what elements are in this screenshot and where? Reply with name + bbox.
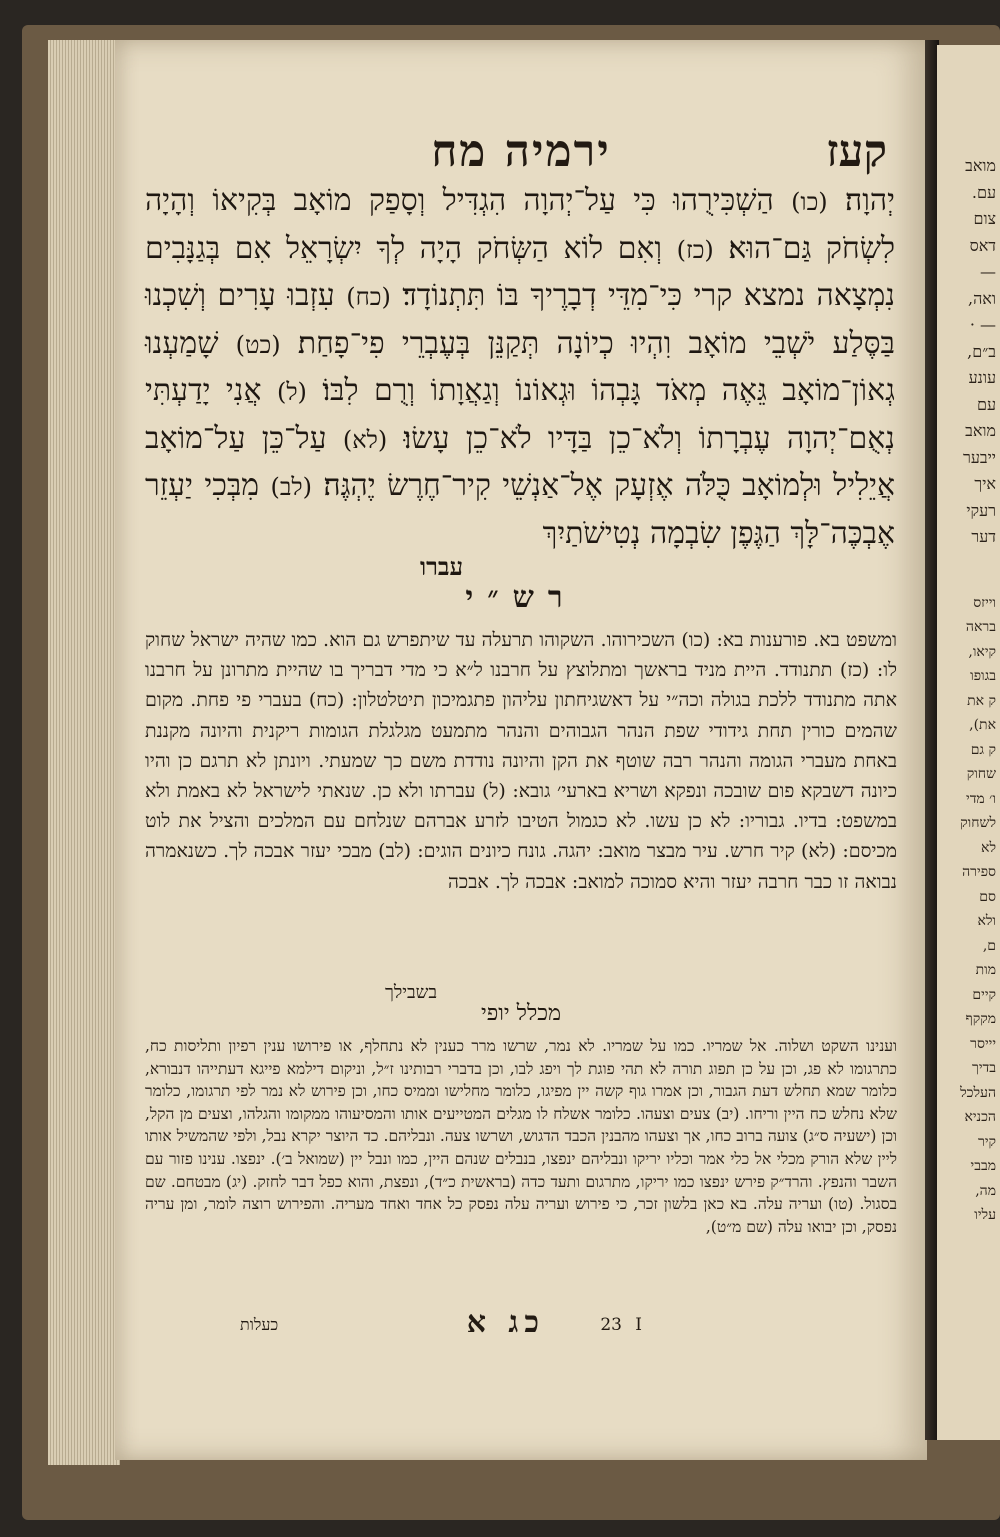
next-page-line: ו׳ מדי [966,790,996,807]
verse-text: עִזְבוּ עָרִים וְשִׁכְנוּ בַּסֶּלַע יֹשְׁבֵי מוֹאָב וִהְיוּ כְיוֹנָה תְּקַנֵּן בְּעֶבְרֵי פִי־פָחַת׃ [145,278,896,361]
verse-text: עַל־כֵּן עַל־מוֹאָב אֲיֵלִיל וּלְמוֹאָב כֻּלֹּה אֶזְעָק אֶל־אַנְשֵׁי קִיר־חֶרֶשׂ יֶהְגֶּה׃ [145,420,895,503]
mikhlal-yofi-heading: מכלל יופי [480,1001,562,1026]
next-page-line: בגופו [970,668,996,684]
next-page-line: ם, [982,937,996,954]
next-page-line: יייסר [970,1035,996,1052]
next-page-line: הכניא [964,1109,996,1125]
next-page-line: רעקי [966,500,996,520]
footer-catchword: כעלות [240,1315,279,1334]
verse-number: (כט) [235,330,281,359]
running-title: ירמיה מח [431,126,611,177]
signature-mark: כג א [466,1305,545,1340]
verse-number: (ל) [276,378,307,406]
next-page-line: שחוק [966,766,996,782]
scripture-catchword: עברו [420,552,464,581]
next-page-line: מבבי [970,1158,996,1174]
next-page-edge [937,45,1000,1440]
next-page-line: ייבער [962,447,996,467]
verse-text: יְהוָה׃ [827,183,896,218]
next-page-line: קיר [977,1133,996,1150]
verse-text: אֲנִי יָדַעְתִּי נְאֻם־יְהוָה עֶבְרָתוֹ וְלֹא־כֵן בַּדָּיו לֹא־כֵן עָשׂוּ׃ [145,373,895,456]
next-page-line: בדיך [971,1060,996,1076]
next-page-line: עליו [974,1207,996,1223]
page-header [115,126,927,186]
next-page-line: מואב [965,421,996,440]
next-page-line: העלכל [960,1084,996,1101]
page-footer [115,1305,927,1345]
next-page-line: ספירה [962,864,996,880]
next-page-line: קיים [972,986,996,1003]
next-page-line: מואב [965,156,996,175]
next-page-column-a [937,45,1000,551]
verse-number: (לא) [342,425,388,454]
verse-text: שָׁמַעְנוּ גְאוֹן־מוֹאָב גֵּאֶה מְאֹד גָּבְהוֹ וּגְאוֹנוֹ וְגַאֲוָתוֹ וְרֻם לִבּוֹ׃ [145,325,895,408]
scripture-text [145,178,895,556]
next-page-line: את), [969,717,996,733]
next-page-line: דאס [969,235,996,255]
next-page-line: עונע [968,368,996,387]
rashi-commentary: ומשפט בא. פורענות בא: (כו) השכירוהו. השקוהו תרעלה עד שיתפרש גם הוא. כמו שהיה ישראל שחוק לו: (כז) תתנודד. היית מניד בראשך ומתלוצץ על חרבנו ל״א כי מדי דבריך בו שהיית מתרונן על חרבנו אתה מתנודד ללכת בגולה וכה״י על דאשגיחתון עליהון פתגמיכון תיטלטלון: (כח) בעברי פי פחת. מקום שהמים כורין תחת גידודי שפת הנהר הגבוהים והנהר מתמעט מגלגלת הגומות ריקנית והיונה מקננת באחת מעברי הגומה והנהר רבה שוטף את הקן והיונה נודדת משם כך שמעתי. ויונתן לא תרגם כן והיו כיונה דשבקא פום שובכה ונפקא ושריא בארעי׳ גובא: (ל) עברתו ולא כן. שנאתי לישראל לא באמת ולא במשפט: בדיו. גבוריו: לא כן עשו. לא כגמול הטיבו לזרע אברהם שנלחם עם המלכים והציל את לוט מכיסם: (לא) קיר חרש. עיר מבצר מואב: יהגה. גונח כיונים הוגים: (לב) מבכי יעזר אבכה לך. כשנאמרה נבואה זו כבר חרבה יעזר והיא סמוכה למואב: אבכה לך. אבכה [145,629,897,893]
next-page-line: קיאו, [968,643,996,660]
next-page-line: עם [976,394,996,414]
next-page-line: ואה, [968,288,996,308]
verse-number: (כו) [791,188,828,216]
verse-number: (כז) [676,235,714,264]
next-page-line: מות [975,962,996,978]
next-page-line: מקקף [965,1011,996,1027]
next-page-line: ק את [967,692,996,709]
verse-text: הַשְׁכִּירֻהוּ כִּי עַל־יְהוָה הִגְדִּיל וְסָפַק מוֹאָב בְּקִיאוֹ וְהָיָה לִשְׂחֹק גַּם־הוּא׃ [145,183,895,266]
next-page-line: לשחוק [960,815,996,831]
next-page-line: — · [969,315,996,334]
next-page-line: צום [973,209,996,228]
next-page-line: ק גם [970,741,996,758]
page-edges [48,40,120,1465]
next-page-line: סם [979,888,996,905]
next-page-line: איך [974,474,996,493]
mikhlal-yofi-commentary: וענינו השקט ושלוה. אל שמריו. כמו על שמריו. לא נמר, שרשו מרר כענין לא נתחלף, או פירושו ענין רפיון ותליסות כח, כתרגומו לא פג, וכן על כן תפוג תורה לא תהי פוגת לך ויפג לבו, וכן בדברי רבותינו ז״ל, וניקום דילמא פייגא דעתייהו דנבורא, כלומר שמא תחלש דעת הגבור, וכן אמרו גוף קשה יין מפיגו, כלומר מחלישו וממיס כחו, וכן פירוש לא נמר לפי תרגומו, כלומר שלא נחלש כח היין וריחו. (יב) צעים וצעהו. כלומר אשלח לו מגלים המטייעים אותו והמסיעוהו ממקומו והגלהו, וצעים מן הקל, וכן (ישעיה ס״ג) צועה ברוב כחו, אך וצעהו מהבנין הכבד הדגוש, ושרשו צעה. ונבליהם. כד היוצר יקרא נבל, ולפי שהמשיל אותו ליין שלא הורק מכלי אל כלי אמר וכליו יריקו ונבליהם ינפצו, בנבלים שנהם היין, כמו ונבל יין (שמואל ב׳). ינפצו. ענינו פזור עם השבר והנפץ. והרד״ק פירש ינפצו כמו יריקו, מתרגום ותעד כדה (בראשית כ״ד), ונפצת, והוא כפל דבר לחזק. (יג) מבטחם. שם בסגול. (טו) ועריה עלה. בא כאן בלשון זכר, כי פירוש ועריה עלה נפסק כל אחד ואחד מעריה. והפירוש רוצה לומר, ומן עריה נפסק, וכן יבואו עלה (שם מ״ט), [145,1037,897,1236]
rashi-heading: רש״י [465,580,577,615]
next-page-line: מה, [975,1182,996,1199]
next-page-line: ב״ם, [967,341,996,361]
signature-number: 23 [600,1315,622,1335]
verse-text: וְאִם לוֹא הַשְּׂחֹק הָיָה לְךָ יִשְׂרָאֵל אִם בְּגַנָּבִים נִמְצָאה נמצא קרי כִּי־מִדֵּי דְבָרֶיךָ בּוֹ תִּתְנוֹדָד׃ [145,230,895,313]
folio-number: קעז [826,126,887,177]
signature-roman: I [635,1315,642,1335]
verse-text: מִבְּכִי יַעְזֵר אֶבְכֶּה־לָּךְ הַגֶּפֶן שִׂבְמָה נְטִישֹׁתַיִךְ [145,468,895,551]
next-page-line: עם. [971,182,996,202]
left-page [115,40,927,1460]
rashi-catchword: בשבילך [385,982,438,1003]
next-page-line: בראה [965,619,996,635]
verse-number: (כח) [346,283,391,311]
next-page-line: — [980,262,996,281]
next-page-line: וייזס [973,594,996,611]
verse-number: (לב) [270,473,313,501]
next-page-column-b [937,551,1000,1228]
next-page-line: ולא [977,913,996,929]
next-page-line: דער [971,527,996,546]
next-page-line: לא [981,839,996,856]
